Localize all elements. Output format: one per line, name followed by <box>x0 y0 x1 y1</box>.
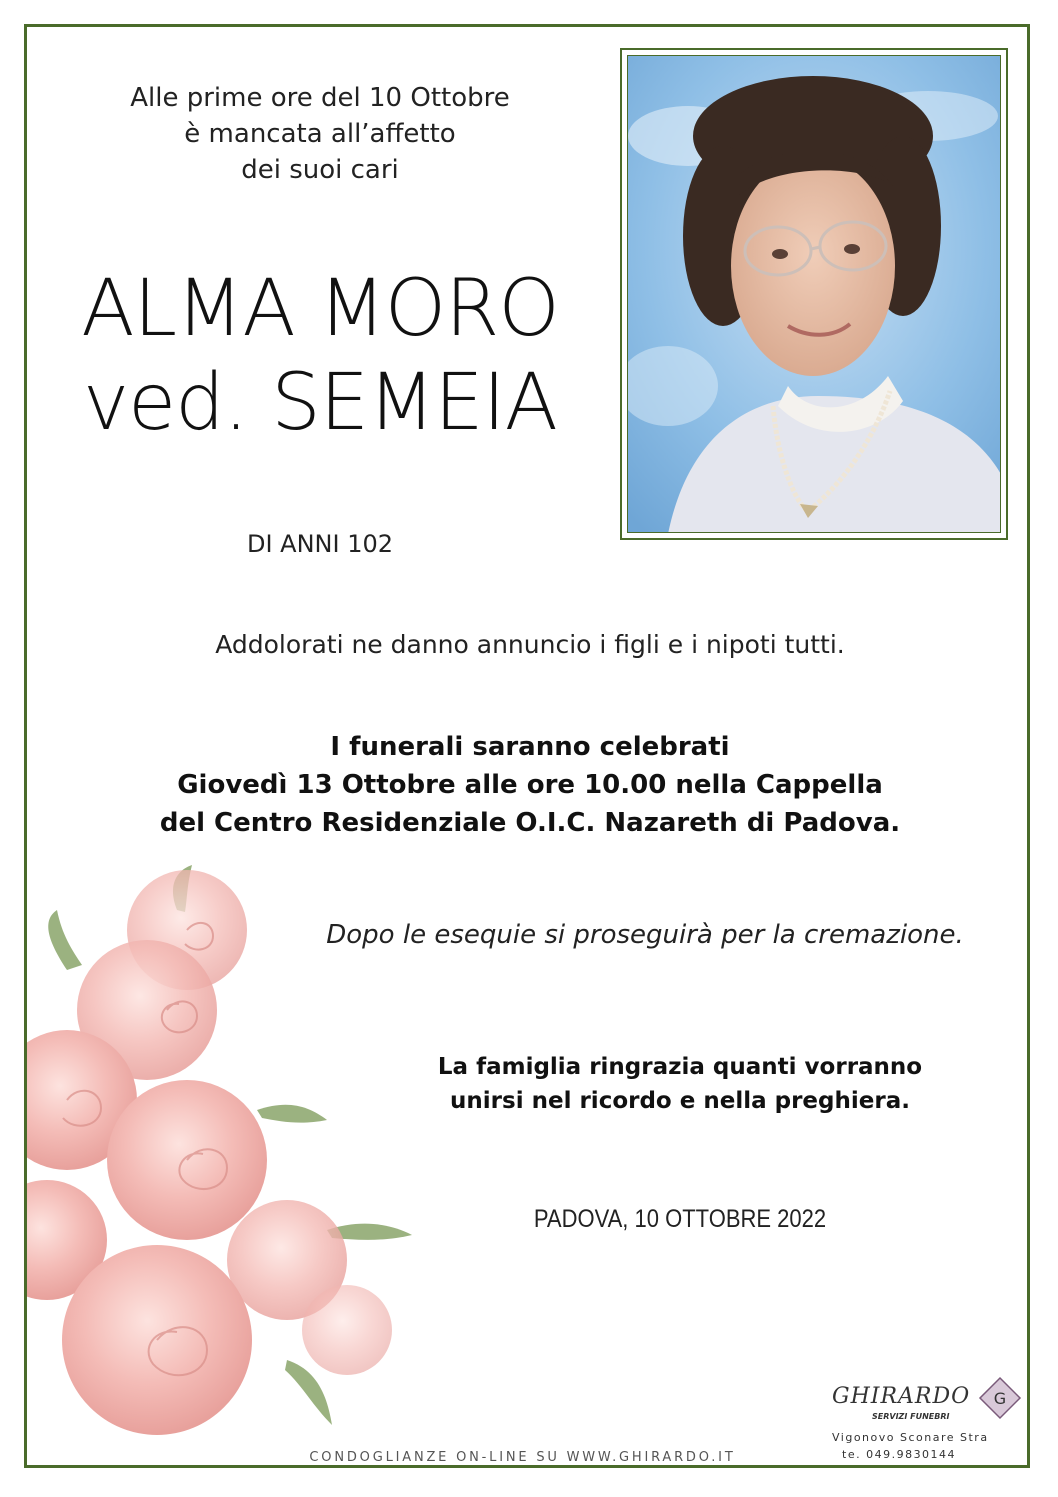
family-thanks <box>390 1050 970 1118</box>
intro-line-3: dei suoi cari <box>241 155 399 185</box>
logo-name: GHIRARDO <box>832 1384 971 1409</box>
funeral-details <box>60 728 1000 842</box>
portrait-photo <box>620 48 1008 540</box>
logo-subtitle: SERVIZI FUNEBRI <box>872 1412 950 1421</box>
logo-towns: Vigonovo Sconare Stra <box>832 1431 989 1444</box>
roses-illustration <box>27 850 427 1465</box>
deceased-name: ALMA MORO <box>81 264 559 354</box>
funeral-home-logo <box>832 1376 1032 1466</box>
funeral-line-2: Giovedì 13 Ottobre alle ore 10.00 nella Cappella <box>177 770 883 800</box>
cremation-note: Dopo le esequie si proseguirà per la cremazione. <box>326 920 964 950</box>
portrait-image <box>628 56 1001 533</box>
logo-diamond-icon <box>978 1376 1022 1420</box>
deceased-name-block <box>30 262 610 450</box>
logo-mark-letter: G <box>993 1389 1007 1408</box>
intro-text <box>90 80 550 188</box>
logo-phone: te. 049.9830144 <box>842 1448 957 1461</box>
condolences-footer: CONDOGLIANZE ON-LINE SU WWW.GHIRARDO.IT <box>309 1450 736 1465</box>
intro-line-2: è mancata all’affetto <box>184 119 456 149</box>
funeral-line-1: I funerali saranno celebrati <box>330 732 730 762</box>
deceased-age: DI ANNI 102 <box>246 530 394 558</box>
announcement-text: Addolorati ne danno annuncio i figli e i nipoti tutti. <box>215 630 845 659</box>
intro-line-1: Alle prime ore del 10 Ottobre <box>130 83 510 113</box>
deceased-married-name: ved. SEMEIA <box>83 358 557 448</box>
funeral-line-3: del Centro Residenziale O.I.C. Nazareth di Padova. <box>159 808 901 838</box>
thanks-line-2: unirsi nel ricordo e nella preghiera. <box>450 1088 910 1114</box>
thanks-line-1: La famiglia ringrazia quanti vorranno <box>437 1054 923 1080</box>
place-date: PADOVA, 10 OTTOBRE 2022 <box>533 1205 827 1233</box>
